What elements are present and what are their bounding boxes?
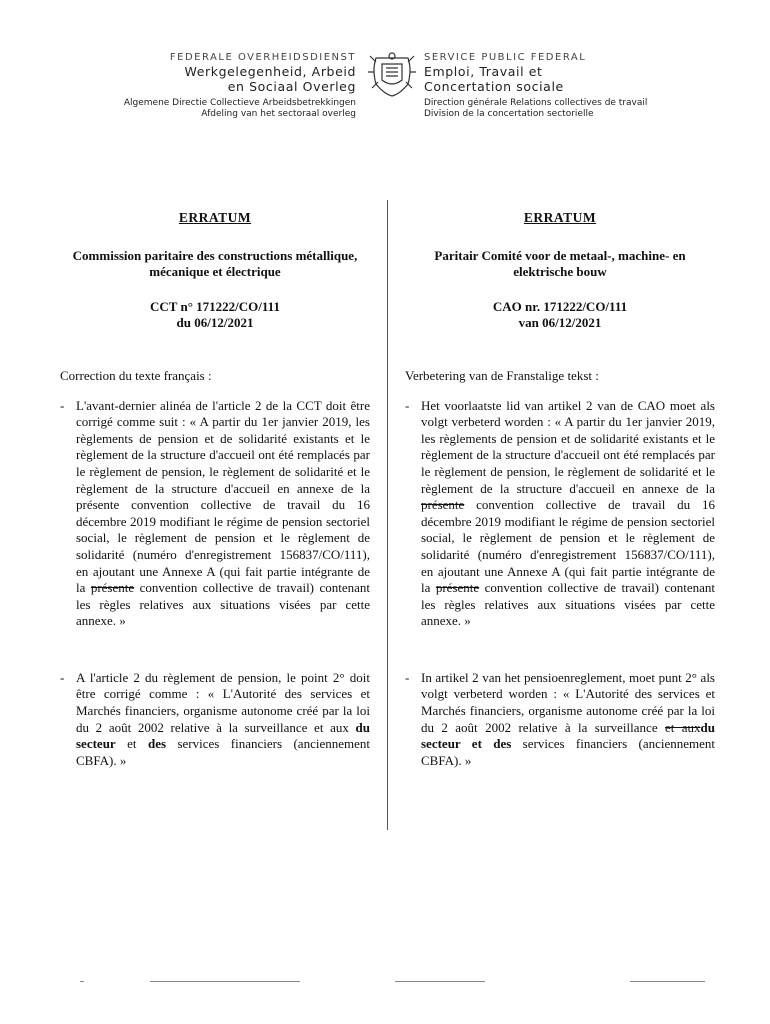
ministry-title-nl-2: en Sociaal Overleg (227, 79, 356, 94)
commission-title-nl: Paritair Comité voor de metaal-, machine- en elektrische bouw (434, 247, 686, 280)
footer-rule (0, 977, 770, 987)
list-dash: - (405, 669, 410, 685)
directorate-fr: Direction générale Relations collectives de travail (424, 98, 648, 108)
letterhead-fr (424, 52, 647, 120)
footer-mark (150, 981, 300, 982)
bold-text: du secteur (76, 719, 370, 752)
struck-text: présente (435, 580, 480, 596)
correction-item-fr-1: - L'avant-dernier alinéa de l'article 2 de la CCT doit être corrigé comme suit : « A partir du 1er janvier 2019, les règlements de pension et de solidarité existants et le règlement de la structure d'accueil ont été remplacés par le règlement de pension, le règlement de solidarité et le règlement de la structure d'accueil en annexe de la présente convention collective de travail du 16 décembre 2019 modifiant le régime de pension sectoriel social, le règlement de pension et le règlement de solidarité (numéro d'enregistrement 156837/CO/111), en ajoutant une Annexe A (qui fait partie intégrante de la présente convention collective de travail) contenant les règles relatives aux situations visées par cette annexe. » (60, 397, 370, 629)
bold-text: du secteur et des (421, 719, 716, 752)
footer-mark (630, 981, 705, 982)
list-dash: - (60, 397, 65, 413)
footer-mark (80, 981, 84, 982)
list-dash: - (60, 669, 65, 685)
division-nl: Afdeling van het sectoraal overleg (201, 109, 356, 119)
cao-reference-nl (405, 299, 715, 332)
cao-number-nl: CAO nr. 171222/CO/111 (492, 298, 628, 314)
correction-item-fr-2: - A l'article 2 du règlement de pension, le point 2° doit être corrigé comme : « L'Autorité des services et Marchés financiers, organisme autonome créé par la loi du 2 août 2002 relative à la surveillance et aux du secteur et des services financiers (anciennement CBFA). » (60, 669, 370, 768)
struck-text: et aux (664, 719, 701, 735)
cct-reference-fr (60, 299, 370, 332)
ministry-title-nl-1: Werkgelegenheid, Arbeid (184, 64, 356, 79)
struck-text: présente (421, 497, 465, 513)
list-dash: - (405, 397, 410, 413)
dutch-column (405, 210, 715, 769)
column-divider (387, 200, 388, 830)
cct-date-fr: du 06/12/2021 (176, 315, 254, 331)
letterhead (0, 50, 770, 130)
struck-text: présente (90, 580, 135, 596)
cao-date-nl: van 06/12/2021 (518, 315, 602, 331)
ministry-name-fr: SERVICE PUBLIC FEDERAL (424, 52, 587, 63)
erratum-heading-nl: ERRATUM (523, 210, 597, 225)
ministry-name-nl: FEDERALE OVERHEIDSDIENST (169, 52, 356, 63)
ministry-title-fr-2: Concertation sociale (424, 79, 564, 94)
erratum-heading-fr: ERRATUM (178, 210, 252, 225)
correction-item-nl-1: - Het voorlaatste lid van artikel 2 van de CAO moet als volgt verbeterd worden : « A partir du 1er janvier 2019, les règlements de pension et de solidarité existants et le règlement de la structure d'accueil ont été remplacés par le règlement de pension, le règlement de solidarité et le règlement de la structure d'accueil en annexe de la présente convention collective de travail du 16 décembre 2019 modifiant le régime de pension sectoriel social, le règlement de pension et le règlement de solidarité (numéro d'enregistrement 156837/CO/111), en ajoutant une Annexe A (qui fait partie intégrante de la présente convention collective de travail) contenant les règles relatives aux situations visées par cette annexe. » (405, 397, 715, 629)
cct-number-fr: CCT n° 171222/CO/111 (150, 298, 280, 314)
letterhead-nl (124, 52, 356, 120)
ministry-title-fr-1: Emploi, Travail et (424, 64, 543, 79)
division-fr: Division de la concertation sectorielle (424, 109, 594, 119)
correction-intro-fr: Correction du texte français : (60, 367, 212, 383)
footer-mark (395, 981, 485, 982)
correction-item-nl-2: - In artikel 2 van het pensioenreglement, moet punt 2° als volgt verbeterd worden : « L'Autorité des services et Marchés financiers, organisme autonome créé par la loi du 2 août 2002 relative à la surveillance et auxdu secteur et des services financiers (anciennement CBFA). » (405, 669, 716, 768)
french-column (60, 210, 370, 769)
belgian-coat-of-arms-icon (366, 50, 418, 100)
commission-title-fr: Commission paritaire des constructions métallique, mécanique et électrique (72, 247, 358, 280)
directorate-nl: Algemene Directie Collectieve Arbeidsbetrekkingen (123, 98, 356, 108)
bold-text: des (147, 736, 167, 752)
correction-intro-nl: Verbetering van de Franstalige tekst : (405, 367, 599, 383)
